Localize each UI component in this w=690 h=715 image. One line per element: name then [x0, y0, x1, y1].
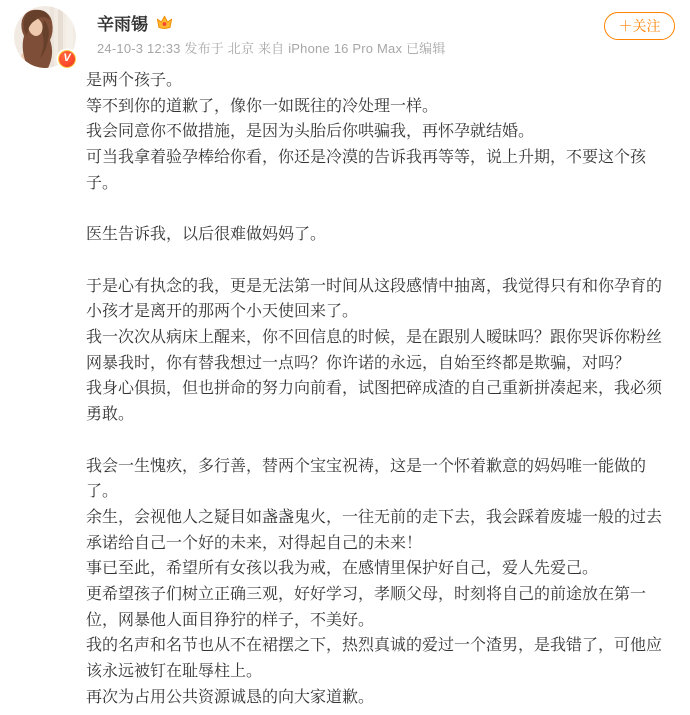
post-paragraph: 可当我拿着验孕棒给你看，你还是冷漠的告诉我再等等，说上升期，不要这个孩子。	[86, 149, 647, 192]
post-paragraph	[86, 197, 662, 223]
post-paragraph: 我会同意你不做措施，是因为头胎后你哄骗我，再怀孕就结婚。	[86, 123, 535, 141]
post-paragraph: 于是心有执念的我，更是无法第一时间从这段感情中抽离，我觉得只有和你孕育的小孩才是离开的那两个小天使回来了。	[86, 277, 663, 321]
post-text	[86, 68, 662, 711]
post-paragraph	[86, 428, 662, 454]
post-paragraph: 余生，会视他人之疑目如盏盏鬼火，一往无前的走下去，我会踩着废墟一般的过去承诺给自己一个好的未来，对得起自己的未来！	[86, 508, 663, 552]
post-paragraph: 我的名声和名节也从不在裙摆之下，热烈真诚的爱过一个渣男，是我错了，可他应该永远被钉在耻辱柱上。	[86, 637, 663, 681]
post-paragraph: 我会一生愧疚，多行善，替两个宝宝祝祷，这是一个怀着歉意的妈妈唯一能做的了。	[86, 457, 647, 501]
post-paragraph: 事已至此，希望所有女孩以我为戒，在感情里保护好自己，爱人先爱己。	[86, 560, 599, 578]
svip-crown-icon	[155, 13, 174, 32]
post-paragraph: 等不到你的道歉了，像你一如既往的冷处理一样。	[86, 97, 439, 115]
post-paragraph: 再次为占用公共资源诚恳的向大家道歉。	[86, 688, 375, 706]
post-paragraph: 我一次次从病床上醒来，你不回信息的时候，是在跟别人暧昧吗？跟你哭诉你粉丝网暴我时，你有替我想过一点吗？你许诺的永远，自始至终都是欺骗，对吗？	[86, 329, 663, 372]
avatar[interactable]	[14, 6, 76, 68]
post-meta: 24-10-3 12:33 发布于 北京 来自 iPhone 16 Pro Max 已编辑	[97, 41, 446, 56]
post-paragraph: 更希望孩子们树立正确三观，好好学习，孝顺父母，时刻将自己的前途放在第一位，网暴他人面目狰狞的样子，不美好。	[86, 586, 647, 629]
post-paragraph: 医生告诉我，以后很难做妈妈了。	[86, 226, 327, 244]
post-paragraph: 我身心俱损，但也拼命的努力向前看，试图把碎成渣的自己重新拼凑起来，我必须勇敢。	[86, 380, 663, 424]
post-paragraph: 是两个孩子。	[86, 72, 183, 89]
user-name-row	[97, 10, 174, 35]
follow-button[interactable]: ＋关注	[604, 12, 675, 40]
post-paragraph	[86, 248, 662, 274]
verified-badge-icon: V	[58, 50, 76, 68]
username-link[interactable]: 辛雨锡	[97, 15, 148, 34]
